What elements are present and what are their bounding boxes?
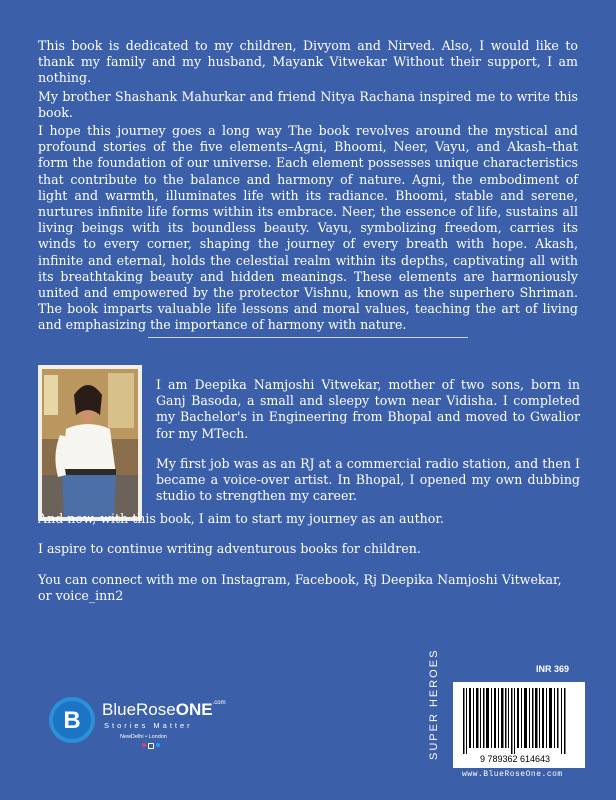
facebook-icon <box>148 743 154 749</box>
author-bio-paragraph-3: And now, with this book, I aim to start my journey as an author. <box>38 511 444 526</box>
spine-label: SUPER HEROES <box>428 648 440 760</box>
instagram-icon <box>142 743 146 747</box>
price-label: INR 369 <box>536 664 570 674</box>
publisher-name <box>102 700 226 720</box>
publisher-logo <box>48 690 226 750</box>
publisher-cities: NewDelhi • London <box>120 734 167 740</box>
publisher-tagline: Stories Matter <box>104 721 193 730</box>
isbn-barcode <box>453 682 585 768</box>
svg-text:B: B <box>63 707 81 734</box>
author-bio-paragraph-5: You can connect with me on Instagram, Facebook, Rj Deepika Namjoshi Vitwekar, or voice_inn2 <box>38 572 562 604</box>
author-bio-paragraph-2: My first job was as an RJ at a commercial radio station, and then I became a voice-over artist. In Bhopal, I opened my own dubbing studio to strengthen my career. <box>156 456 580 504</box>
author-photo <box>38 365 142 521</box>
section-divider <box>148 337 468 338</box>
bluerose-logo-icon <box>48 696 96 744</box>
publisher-dotcom: .com <box>212 700 226 706</box>
inspiration-text: My brother Shashank Mahurkar and friend Nitya Rachana inspired me to write this book. <box>38 89 578 121</box>
barcode-graphic <box>453 682 585 768</box>
publisher-name-one: ONE <box>175 700 213 719</box>
synopsis-text: I hope this journey goes a long way The book revolves around the mystical and profound stories of the five elements–Agni, Bhoomi, Neer, Vayu, and Akash–that form the foundation of our universe. Each element possesses unique characteristics that contribute to the balance and harmony of nature. Agni, the embodiment of light and warmth, illuminates life with its radiance. Bhoomi, stable and serene, nurtures infinite life forms within its embrace. Neer, the essence of life, sustains all living beings with its boundless beauty. Vayu, symbolizing freedom, carries its winds to every corner, shaping the journey of every breath with hope. Akash, infinite and eternal, holds the celestial realm within its depths, captivating all with its breathtaking beauty and hidden meanings. These elements are harmoniously united and empowered by the protector Vishnu, known as the superhero Shriman. The book imparts valuable life lessons and moral values, teaching the art of living and emphasizing the importance of harmony with nature. <box>38 123 578 333</box>
social-icons <box>142 743 160 749</box>
twitter-icon <box>156 743 160 747</box>
author-bio-paragraph-1: I am Deepika Namjoshi Vitwekar, mother of two sons, born in Ganj Basoda, a small and sleepy town near Vidisha. I completed my Bachelor's in Engineering from Bhopal and moved to Gwalior for my MTech. <box>156 377 580 441</box>
publisher-name-blue: BlueRose <box>102 700 176 719</box>
dedication-text: This book is dedicated to my children, Divyom and Nirved. Also, I would like to thank my family and my husband, Mayank Vitwekar Without their support, I am nothing. <box>38 38 578 86</box>
author-bio-paragraph-4: I aspire to continue writing adventurous books for children. <box>38 541 421 556</box>
publisher-website: www.BlueRoseOne.com <box>462 770 563 779</box>
isbn-digits: 9 789362 614643 <box>479 754 551 764</box>
